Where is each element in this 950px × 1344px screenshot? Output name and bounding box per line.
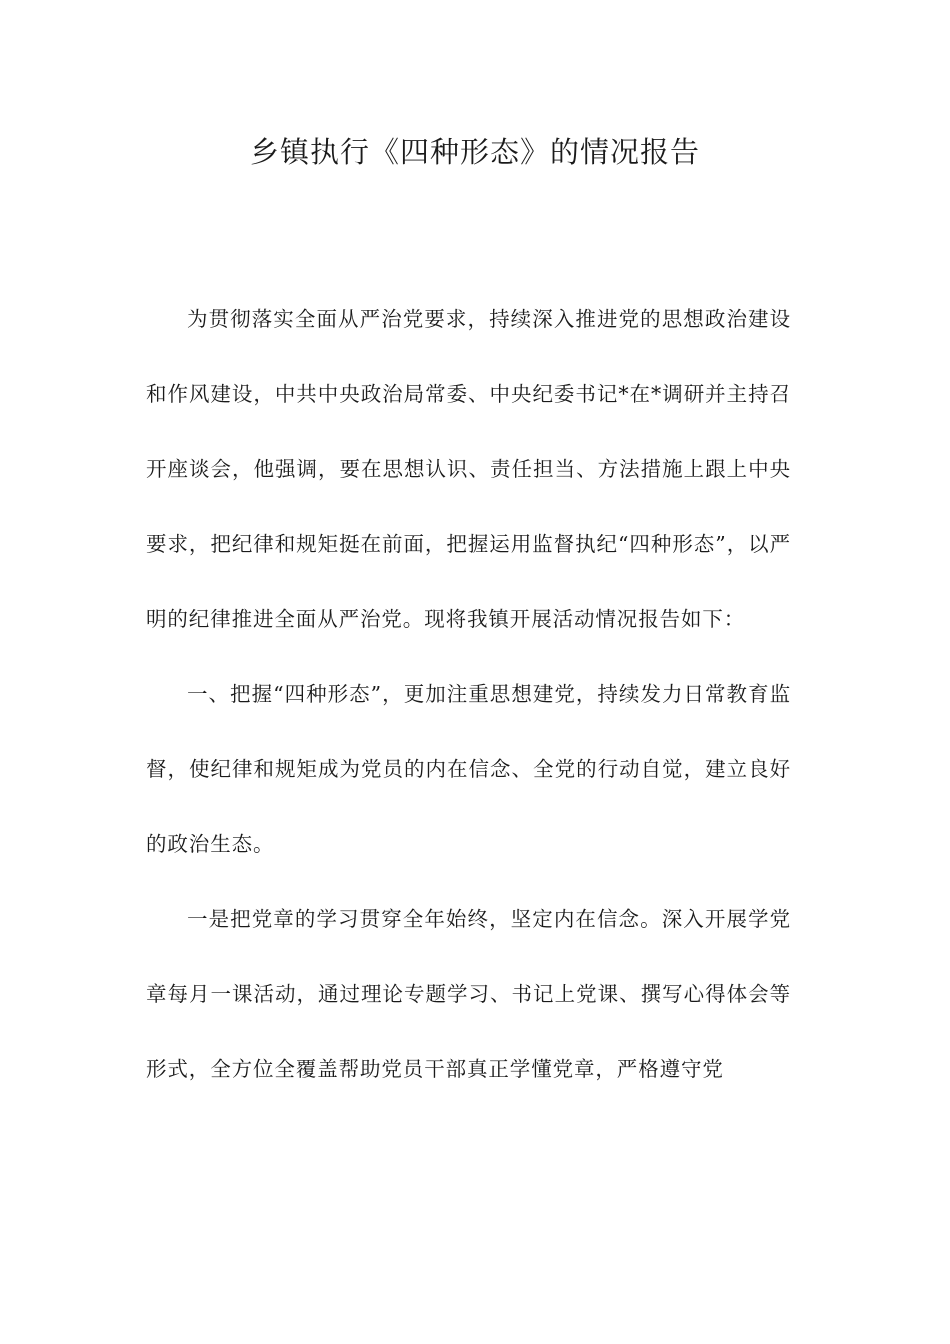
paragraph-intro: 为贯彻落实全面从严治党要求，持续深入推进党的思想政治建设和作风建设，中共中央政治局常委、中央纪委书记*在*调研并主持召开座谈会，他强调，要在思想认识、责任担当、方法措施上跟上中央要求，把纪律和规矩挺在前面，把握运用监督执纪“四种形态”，以严明的纪律推进全面从严治党。现将我镇开展活动情况报告如下：	[146, 307, 791, 631]
paragraph-point-one: 一是把党章的学习贯穿全年始终，坚定内在信念。深入开展学党章每月一课活动，通过理论专题学习、书记上党课、撰写心得体会等形式，全方位全覆盖帮助党员干部真正学懂党章，严格遵守党	[146, 907, 791, 1081]
document-body	[146, 282, 791, 1107]
paragraph-section-one: 一、把握“四种形态”，更加注重思想建党，持续发力日常教育监督，使纪律和规矩成为党员的内在信念、全党的行动自觉，建立良好的政治生态。	[146, 682, 791, 856]
document-title: 乡镇执行《四种形态》的情况报告	[249, 135, 700, 169]
